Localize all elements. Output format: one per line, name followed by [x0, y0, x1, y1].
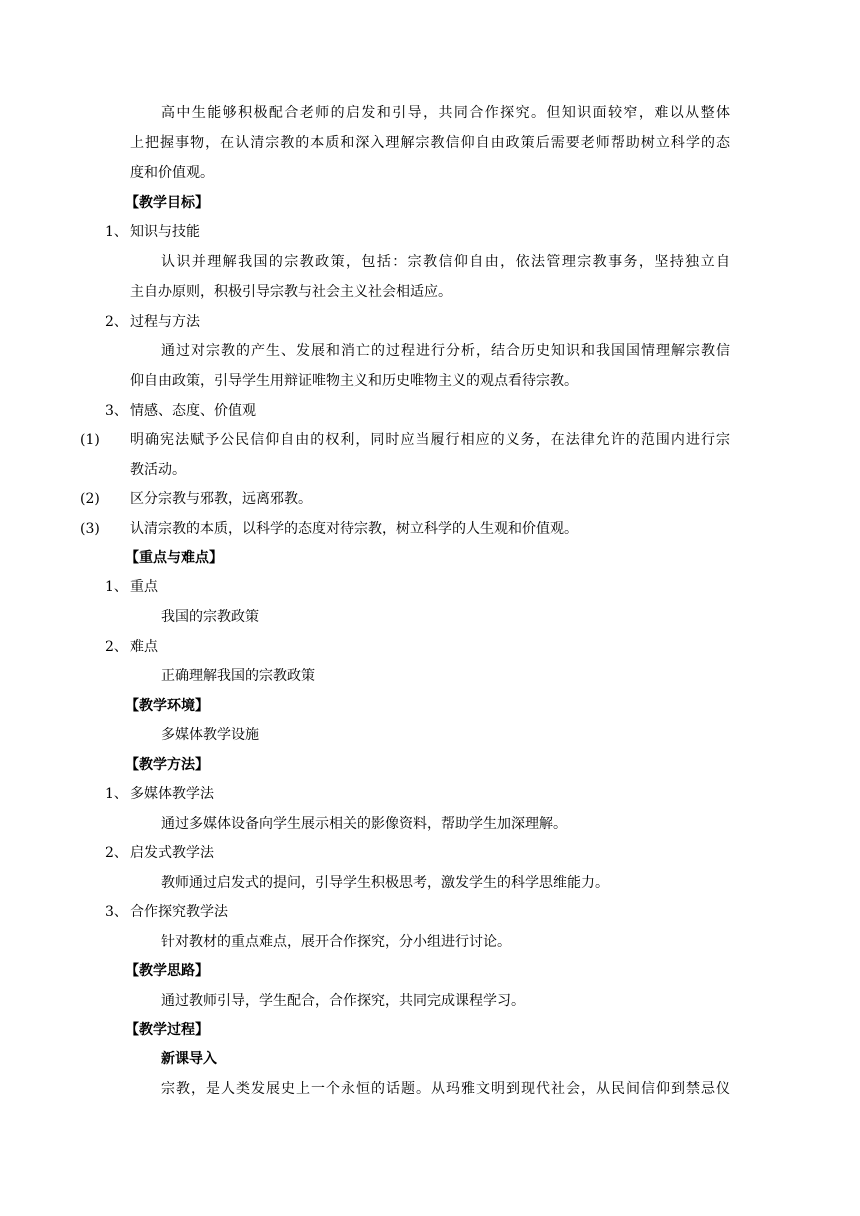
paragraph-line: 通过教师引导，学生配合，合作探究，共同完成课程学习。: [161, 993, 525, 1009]
paragraph-line: 区分宗教与邪教，远离邪教。: [130, 491, 312, 507]
section-heading-goals: 【教学目标】: [125, 195, 209, 211]
paragraph-line: 通过多媒体设备向学生展示相关的影像资料，帮助学生加深理解。: [161, 816, 567, 832]
list-number: 2、: [105, 845, 128, 861]
section-heading-process: 【教学过程】: [125, 1022, 209, 1038]
paragraph-line: 仰自由政策，引导学生用辩证唯物主义和历史唯物主义的观点看待宗教。: [130, 373, 578, 389]
paragraph-line: 正确理解我国的宗教政策: [161, 668, 315, 684]
intro-line: 高中生能够积极配合老师的启发和引导，共同合作探究。但知识面较窄，难以从整体: [161, 105, 730, 121]
list-item-title: 重点: [130, 579, 158, 595]
paragraph-line: 教师通过启发式的提问，引导学生积极思考，激发学生的科学思维能力。: [161, 875, 609, 891]
list-item-title: 知识与技能: [130, 224, 200, 240]
list-number: 2、: [105, 639, 128, 655]
paragraph-line: 通过对宗教的产生、发展和消亡的过程进行分析，结合历史知识和我国国情理解宗教信: [161, 343, 730, 359]
list-number: 3、: [105, 403, 128, 419]
list-number: 1、: [105, 224, 128, 240]
section-heading-environment: 【教学环境】: [125, 698, 209, 714]
intro-line: 度和价值观。: [130, 165, 214, 181]
paragraph-line: 多媒体教学设施: [161, 727, 259, 743]
section-heading-key-points: 【重点与难点】: [125, 550, 223, 566]
paragraph-line: 教活动。: [130, 462, 186, 478]
sub-list-number: (1): [80, 432, 100, 448]
paragraph-line: 针对教材的重点难点，展开合作探究，分小组进行讨论。: [161, 934, 511, 950]
paragraph-line: 我国的宗教政策: [161, 609, 259, 625]
sub-list-number: (2): [80, 491, 100, 507]
paragraph-line: 认识并理解我国的宗教政策，包括：宗教信仰自由，依法管理宗教事务，坚持独立自: [161, 254, 730, 270]
section-heading-approach: 【教学思路】: [125, 963, 209, 979]
sub-heading-intro: 新课导入: [161, 1051, 217, 1067]
list-item-title: 过程与方法: [130, 314, 200, 330]
intro-line: 上把握事物，在认清宗教的本质和深入理解宗教信仰自由政策后需要老师帮助树立科学的态: [130, 135, 730, 151]
paragraph-line: 明确宪法赋予公民信仰自由的权利，同时应当履行相应的义务，在法律允许的范围内进行宗: [130, 432, 730, 448]
list-number: 1、: [105, 786, 128, 802]
list-item-title: 合作探究教学法: [130, 904, 228, 920]
section-heading-methods: 【教学方法】: [125, 757, 209, 773]
paragraph-line: 主自办原则，积极引导宗教与社会主义社会相适应。: [130, 284, 452, 300]
list-item-title: 启发式教学法: [130, 845, 214, 861]
paragraph-line: 宗教，是人类发展史上一个永恒的话题。从玛雅文明到现代社会，从民间信仰到禁忌仪: [161, 1081, 730, 1097]
list-number: 2、: [105, 314, 128, 330]
list-number: 3、: [105, 904, 128, 920]
sub-list-number: (3): [80, 521, 100, 537]
list-item-title: 多媒体教学法: [130, 786, 214, 802]
list-number: 1、: [105, 579, 128, 595]
list-item-title: 情感、态度、价值观: [130, 403, 256, 419]
list-item-title: 难点: [130, 639, 158, 655]
paragraph-line: 认清宗教的本质，以科学的态度对待宗教，树立科学的人生观和价值观。: [130, 521, 578, 537]
